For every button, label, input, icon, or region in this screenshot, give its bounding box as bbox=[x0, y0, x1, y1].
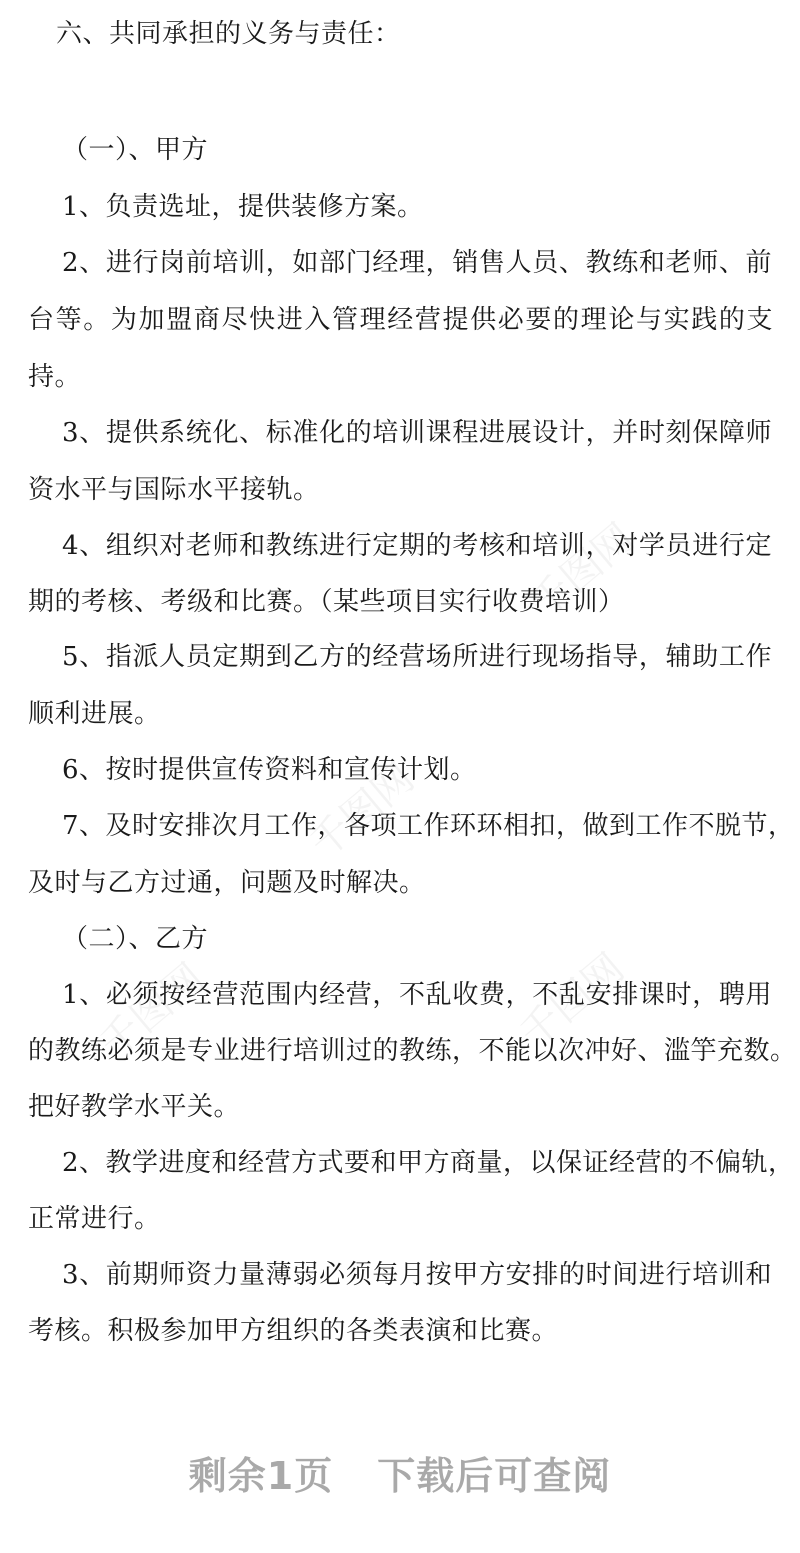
party-a-item-5-line-1: 5、指派人员定期到乙方的经营场所进行现场指导，辅助工作 bbox=[62, 642, 772, 672]
watermark: 千图网 bbox=[521, 514, 643, 628]
party-a-item-7-line-2: 及时与乙方过通，问题及时解决。 bbox=[28, 868, 426, 898]
download-prompt[interactable] bbox=[0, 1452, 800, 1500]
watermark: 千图网 bbox=[91, 954, 213, 1068]
party-b-item-2-line-2: 正常进行。 bbox=[28, 1204, 161, 1234]
party-a-title: （一）、甲方 bbox=[62, 135, 209, 165]
party-a-item-1: 1、负责选址，提供装修方案。 bbox=[62, 192, 424, 222]
party-a-item-4-line-1: 4、组织对老师和教练进行定期的考核和培训，对学员进行定 bbox=[62, 531, 772, 561]
party-b-item-2-line-1: 2、教学进度和经营方式要和甲方商量，以保证经营的不偏轨， bbox=[62, 1148, 795, 1178]
download-to-view-label: 下载后可查阅 bbox=[377, 1454, 612, 1498]
party-a-item-7-line-1: 7、及时安排次月工作，各项工作环环相扣，做到工作不脱节， bbox=[62, 811, 795, 841]
section-heading: 六、共同承担的义务与责任： bbox=[56, 19, 401, 49]
party-a-item-6: 6、按时提供宣传资料和宣传计划。 bbox=[62, 755, 477, 785]
party-a-item-3-line-1: 3、提供系统化、标准化的培训课程进展设计，并时刻保障师 bbox=[62, 418, 772, 448]
party-a-item-2-line-3: 持。 bbox=[28, 362, 82, 392]
party-a-item-2-line-2: 台等。为加盟商尽快进入管理经营提供必要的理论与实践的支 bbox=[28, 305, 773, 335]
remaining-pages-label: 剩余1页 bbox=[188, 1454, 334, 1498]
party-a-item-5-line-2: 顺利进展。 bbox=[28, 699, 161, 729]
party-b-item-3-line-2: 考核。积极参加甲方组织的各类表演和比赛。 bbox=[28, 1316, 559, 1346]
party-a-item-3-line-2: 资水平与国际水平接轨。 bbox=[28, 475, 320, 505]
party-b-item-1-line-2: 的教练必须是专业进行培训过的教练，不能以次冲好、滥竽充数。 bbox=[28, 1036, 797, 1066]
party-b-item-1-line-3: 把好教学水平关。 bbox=[28, 1092, 241, 1122]
party-b-item-3-line-1: 3、前期师资力量薄弱必须每月按甲方安排的时间进行培训和 bbox=[62, 1260, 772, 1290]
watermark: 千图网 bbox=[301, 754, 423, 868]
party-a-item-2-line-1: 2、进行岗前培训，如部门经理，销售人员、教练和老师、前 bbox=[62, 248, 772, 278]
party-b-item-1-line-1: 1、必须按经营范围内经营，不乱收费，不乱安排课时，聘用 bbox=[62, 980, 772, 1010]
party-b-title: （二）、乙方 bbox=[62, 924, 209, 954]
party-a-item-4-line-2: 期的考核、考级和比赛。（某些项目实行收费培训） bbox=[28, 587, 625, 617]
watermark: 千图网 bbox=[511, 944, 633, 1058]
